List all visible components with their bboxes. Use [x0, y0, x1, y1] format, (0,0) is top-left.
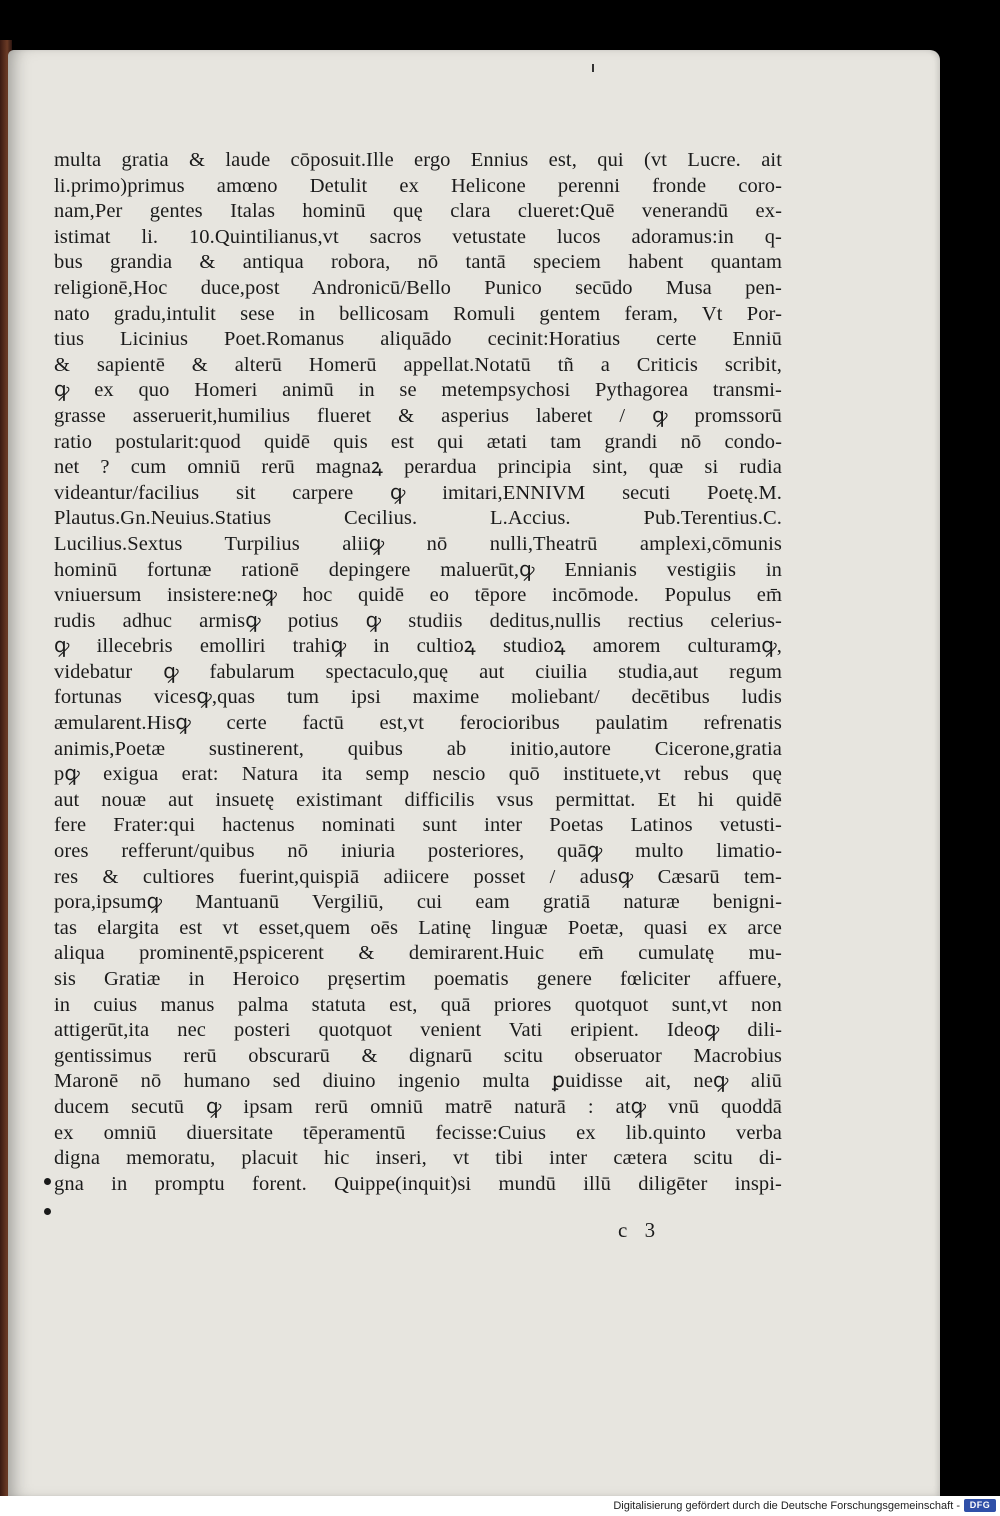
text-line: net ? cum omniū rerū magnaꝝ perardua principia sint, quæ si rudia [54, 456, 782, 479]
text-line: attigerūt,ita nec posteri quotquot venient Vati eripient. Ideoꝙ dili- [54, 1019, 782, 1042]
page-text [54, 148, 782, 1197]
text-line: pꝙ exigua erat: Natura ita semp nescio quō instituete,vt rebus quę [54, 763, 782, 786]
text-line: multa gratia & laude cōposuit.Ille ergo Ennius est, qui (vt Lucre. ait [54, 149, 782, 171]
text-line: Lucilius.Sextus Turpilius aliiꝙ nō nulli,Theatrū amplexi,cōmunis [54, 532, 782, 555]
text-line: grasse asseruerit,humilius flueret & asperius laberet / ꝙ promssorū [54, 404, 782, 427]
text-line: res & cultiores fuerint,quispiā adiicere posset / adusꝙ Cæsarū tem- [54, 865, 782, 888]
text-line: pora,ipsumꝙ Mantuanū Vergiliū, cui eam gratiā naturæ benigni- [54, 891, 782, 914]
text-line: istimat li. 10.Quintilianus,vt sacros vetustate lucos adoramus:in q- [54, 225, 782, 248]
text-line: li.primo)primus amœno Detulit ex Helicone perenni fronde coro- [54, 174, 782, 197]
text-line: ratio postularit:quod quidē quis est qui ætati tam grandi nō condo- [54, 430, 782, 453]
text-line: videantur/facilius sit carpere ꝙ imitari,ENNIVM secuti Poetę.M. [54, 481, 782, 504]
margin-dot-upper [44, 1178, 51, 1185]
text-line: nam,Per gentes Italas hominū quę clara clueret:Quē venerandū ex- [54, 200, 782, 223]
text-line: gentissimus rerū obscurarū & dignarū scitu obseruator Macrobius [54, 1044, 782, 1067]
text-line: vniuersum insistere:neꝙ hoc quidē eo tēpore incōmode. Populus em̄ [54, 584, 782, 607]
text-line: Maronē nō humano sed diuino ingenio multa ꝑuidisse ait, neꝙ aliū [54, 1070, 782, 1093]
text-line: videbatur ꝙ fabularum spectaculo,quę aut ciuilia studia,aut regum [54, 660, 782, 683]
text-line: animis,Poetæ sustinerent, quibus ab initio,autore Cicerone,gratia [54, 737, 782, 760]
text-line: fortunas vicesꝙ,quas tum ipsi maxime moliebant/ decētibus ludis [54, 686, 782, 709]
text-line: ores refferunt/quibus nō iniuria posteriores, quāꝙ multo limatio- [54, 840, 782, 863]
text-line: aut nouæ aut insuetę existimant difficilis vsus permittat. Et hi quidē [54, 788, 782, 811]
text-line: religionē,Hoc duce,post Andronicū/Bello Punico secūdo Musa pen- [54, 276, 782, 299]
page-mark [592, 64, 594, 72]
text-line: tas elargita est vt esset,quem oēs Latinę linguæ Poetæ, quasi ex arce [54, 916, 782, 939]
text-line: gna in promptu forent. Quippe(inquit)si mundū illū diligēter inspi- [54, 1172, 782, 1195]
text-line: nato gradu,intulit sese in bellicosam Romuli gentem feram, Vt Por- [54, 302, 782, 325]
text-line: aliqua prominentē,pspicerent & demirarent.Huic em̄ cumulatę mu- [54, 942, 782, 965]
text-line: fere Frater:qui hactenus nominati sunt inter Poetas Latinos vetusti- [54, 814, 782, 837]
signature-mark: c 3 [618, 1218, 662, 1242]
text-line: bus grandia & antiqua robora, nō tantā speciem habent quantam [54, 251, 782, 274]
text-line: tius Licinius Poet.Romanus aliquādo cecinit:Horatius certe Enniū [54, 328, 782, 351]
text-line: sis Gratiæ in Heroico pręsertim poematis genere fœliciter affuere, [54, 968, 782, 990]
text-line: ducem secutū ꝙ ipsam rerū omniū matrē naturā : atꝙ vnū quoddā [54, 1095, 782, 1118]
text-line: rudis adhuc armisꝙ potius ꝙ studiis deditus,nullis rectius celerius- [54, 609, 782, 632]
footer-credit: Digitalisierung gefördert durch die Deutsche Forschungsgemeinschaft - [613, 1500, 960, 1512]
text-line: Plautus.Gn.Neuius.Statius Cecilius. L.Accius. Pub.Terentius.C. [54, 507, 782, 530]
text-line: digna memoratu, placuit hic inseri, vt tibi inter cætera scitu di- [54, 1147, 782, 1170]
text-line: ꝙ illecebris emolliri trahiꝙ in cultioꝝ studioꝝ amorem culturamꝙ, [54, 635, 782, 658]
text-line: in cuius manus palma statuta est, quā priores quotquot sunt,vt non [54, 993, 782, 1016]
text-line: ꝙ ex quo Homeri animū in se metempsychosi Pythagorea transmi- [54, 379, 782, 402]
text-line: ex omniū diuersitate tēperamentū fecisse:Cuius ex lib.quinto verba [54, 1121, 782, 1144]
text-line: hominū fortunæ rationē depingere maluerūt,ꝙ Ennianis vestigiis in [54, 558, 782, 581]
dfg-logo-icon: DFG [964, 1499, 996, 1512]
margin-dot-lower [44, 1208, 51, 1215]
text-line: & sapientē & alterū Homerū appellat.Notatū tñ a Criticis scribit, [54, 353, 782, 376]
text-line: æmularent.Hisꝙ certe factū est,vt ferocioribus paulatim refrenatis [54, 712, 782, 735]
